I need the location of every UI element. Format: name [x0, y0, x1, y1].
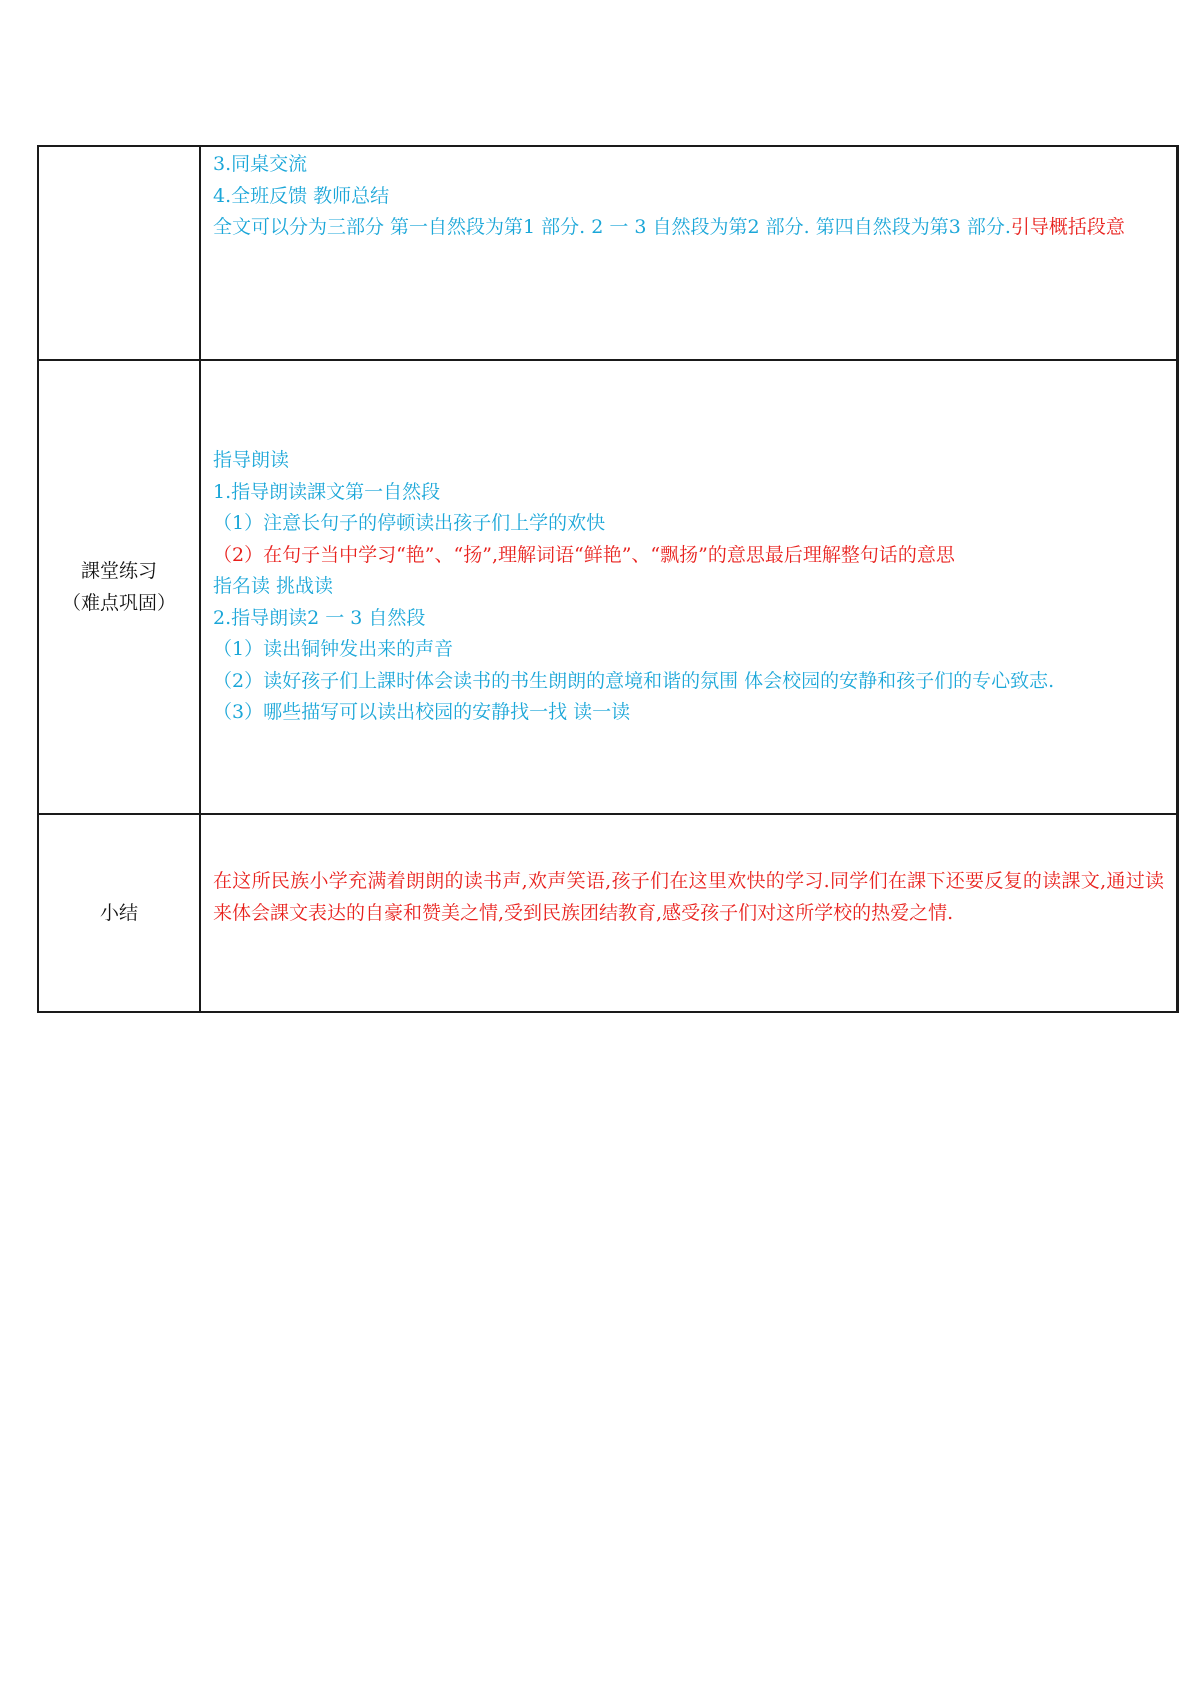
table-row-practice: [38, 360, 1178, 814]
reading-step-1-item-2: （2）在句子当中学习“艳”、“扬”,理解词语“鲜艳”、“飘扬”的意思最后理解整句话的意思: [213, 543, 955, 566]
guide-summary-text: 引导概括段意: [1010, 216, 1125, 238]
practice-label-sub: （难点巩固）: [61, 592, 176, 614]
row-content-practice: [200, 360, 1178, 814]
reading-step-2-item-2: （2）读好孩子们上課时体会读书的书生朗朗的意境和谐的氛围 体会校园的安静和孩子们的专心致志.: [213, 669, 1055, 692]
summary-label: 小结: [99, 902, 138, 924]
reading-step-1-activity: 指名读 挑战读: [213, 575, 334, 597]
row-label-empty: [38, 146, 200, 360]
row-content-analysis: [200, 146, 1178, 360]
row-label-practice: [38, 360, 200, 814]
table-row-analysis: [38, 146, 1178, 360]
step-4-line: 4.全班反馈 教师总结: [213, 184, 390, 207]
row-content-summary: [200, 814, 1178, 1012]
reading-step-2-item-1: （1）读出铜钟发出来的声音: [213, 638, 454, 660]
summary-paragraph: 在这所民族小学充满着朗朗的读书声,欢声笑语,孩子们在这里欢快的学习.同学们在課下还要反复的读課文,通过读来体会課文表达的自豪和赞美之情,受到民族团结教育,感受孩子们对这所学校的热爱之情.: [213, 870, 1164, 924]
lesson-plan-table: [37, 145, 1179, 1013]
reading-step-2-item-3: （3）哪些描写可以读出校园的安静找一找 读一读: [213, 701, 631, 723]
structure-text: 全文可以分为三部分 第一自然段为第1 部分. 2 一 3 自然段为第2 部分. 第四自然段为第3 部分.: [213, 216, 1011, 238]
reading-step-2: 2.指导朗读2 一 3 自然段: [213, 606, 426, 629]
step-3-line: 3.同桌交流: [213, 153, 308, 175]
table-row-summary: [38, 814, 1178, 1012]
reading-step-1: 1.指导朗读課文第一自然段: [213, 480, 441, 503]
reading-step-1-item-1: （1）注意长句子的停顿读出孩子们上学的欢快: [213, 512, 606, 534]
structure-summary-line: [213, 212, 1176, 244]
reading-guide-heading: 指导朗读: [213, 449, 290, 471]
row-label-summary: [38, 814, 200, 1012]
practice-label-main: 課堂练习: [80, 560, 157, 582]
